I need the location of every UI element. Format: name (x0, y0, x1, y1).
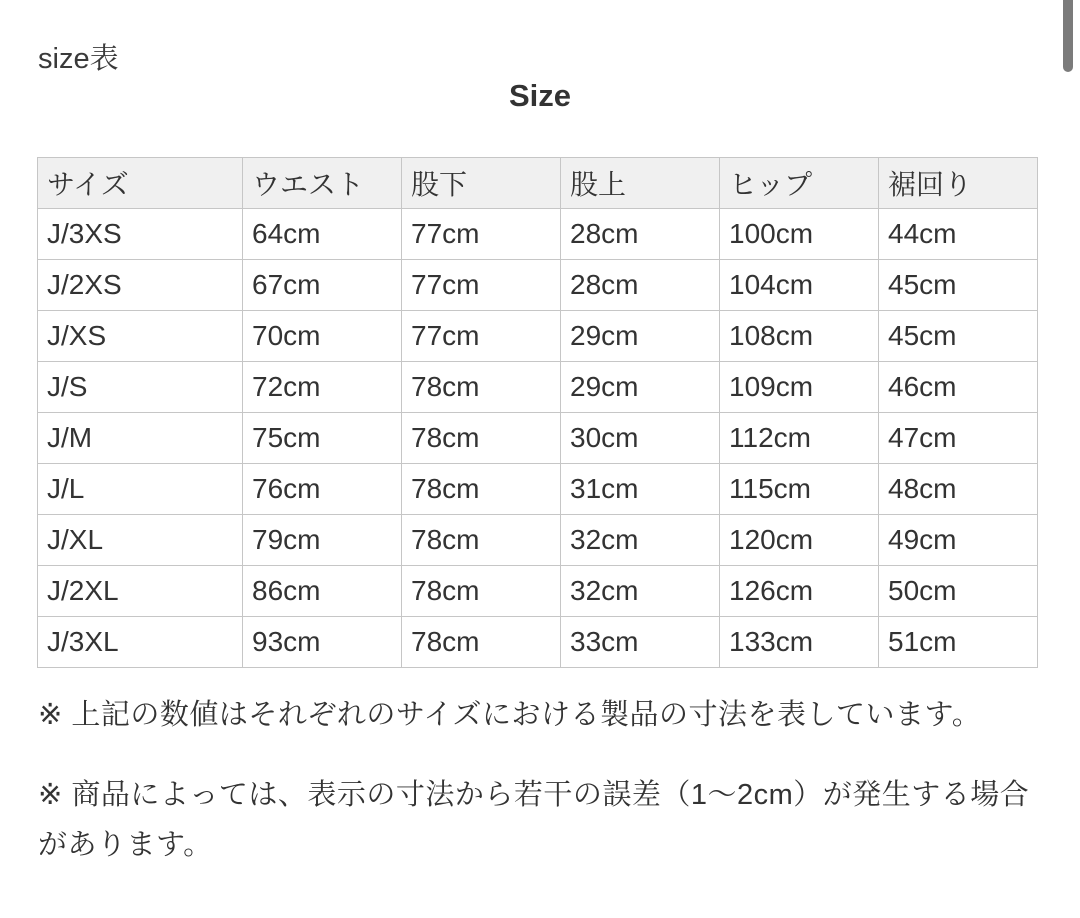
table-cell: 78cm (402, 617, 561, 668)
column-header: 股上 (561, 158, 720, 209)
table-cell: 44cm (879, 209, 1038, 260)
size-table (37, 157, 1038, 668)
column-header: ヒップ (720, 158, 879, 209)
table-cell: 30cm (561, 413, 720, 464)
table-cell: J/3XS (38, 209, 243, 260)
table-cell: 47cm (879, 413, 1038, 464)
table-cell: 78cm (402, 413, 561, 464)
note-tolerance: ※ 商品によっては、表示の寸法から若干の誤差（1〜2cm）が発生する場合があります。 (38, 779, 1030, 861)
table-cell: 31cm (561, 464, 720, 515)
table-cell: 29cm (561, 362, 720, 413)
table-cell: 51cm (879, 617, 1038, 668)
table-row (38, 311, 1038, 362)
table-cell: J/2XL (38, 566, 243, 617)
table-cell: 78cm (402, 515, 561, 566)
table-cell: 32cm (561, 515, 720, 566)
table-cell: 126cm (720, 566, 879, 617)
table-cell: 78cm (402, 464, 561, 515)
table-cell: 108cm (720, 311, 879, 362)
table-cell: J/L (38, 464, 243, 515)
page-heading: size表 (38, 43, 119, 75)
table-cell: J/XL (38, 515, 243, 566)
table-cell: J/2XS (38, 260, 243, 311)
table-cell: J/3XL (38, 617, 243, 668)
size-table-body (38, 209, 1038, 668)
size-title: Size (508, 78, 572, 113)
column-header: ウエスト (243, 158, 402, 209)
table-row (38, 260, 1038, 311)
table-cell: 133cm (720, 617, 879, 668)
table-cell: 79cm (243, 515, 402, 566)
table-cell: 45cm (879, 311, 1038, 362)
table-cell: 32cm (561, 566, 720, 617)
table-row (38, 617, 1038, 668)
table-cell: 49cm (879, 515, 1038, 566)
size-table-head (38, 158, 1038, 209)
table-cell: J/XS (38, 311, 243, 362)
table-cell: 120cm (720, 515, 879, 566)
table-cell: 77cm (402, 311, 561, 362)
table-cell: 76cm (243, 464, 402, 515)
table-cell: 28cm (561, 209, 720, 260)
table-cell: 100cm (720, 209, 879, 260)
column-header: サイズ (38, 158, 243, 209)
table-cell: 78cm (402, 362, 561, 413)
table-cell: 45cm (879, 260, 1038, 311)
header-row (38, 158, 1038, 209)
table-cell: J/S (38, 362, 243, 413)
table-cell: J/M (38, 413, 243, 464)
note-product-dimensions: ※ 上記の数値はそれぞれのサイズにおける製品の寸法を表しています。 (38, 699, 982, 731)
footnotes (38, 690, 1046, 900)
table-cell: 33cm (561, 617, 720, 668)
table-cell: 28cm (561, 260, 720, 311)
table-cell: 67cm (243, 260, 402, 311)
scrollbar-thumb[interactable] (1063, 0, 1073, 72)
table-cell: 50cm (879, 566, 1038, 617)
table-cell: 70cm (243, 311, 402, 362)
table-cell: 104cm (720, 260, 879, 311)
table-cell: 93cm (243, 617, 402, 668)
table-cell: 78cm (402, 566, 561, 617)
table-cell: 64cm (243, 209, 402, 260)
table-row (38, 209, 1038, 260)
table-row (38, 362, 1038, 413)
table-row (38, 464, 1038, 515)
table-cell: 46cm (879, 362, 1038, 413)
table-cell: 77cm (402, 209, 561, 260)
table-cell: 109cm (720, 362, 879, 413)
column-header: 裾回り (879, 158, 1038, 209)
table-row (38, 413, 1038, 464)
table-cell: 75cm (243, 413, 402, 464)
table-cell: 29cm (561, 311, 720, 362)
table-cell: 115cm (720, 464, 879, 515)
table-cell: 77cm (402, 260, 561, 311)
table-cell: 112cm (720, 413, 879, 464)
table-row (38, 566, 1038, 617)
table-cell: 72cm (243, 362, 402, 413)
table-cell: 48cm (879, 464, 1038, 515)
table-cell: 86cm (243, 566, 402, 617)
table-row (38, 515, 1038, 566)
column-header: 股下 (402, 158, 561, 209)
